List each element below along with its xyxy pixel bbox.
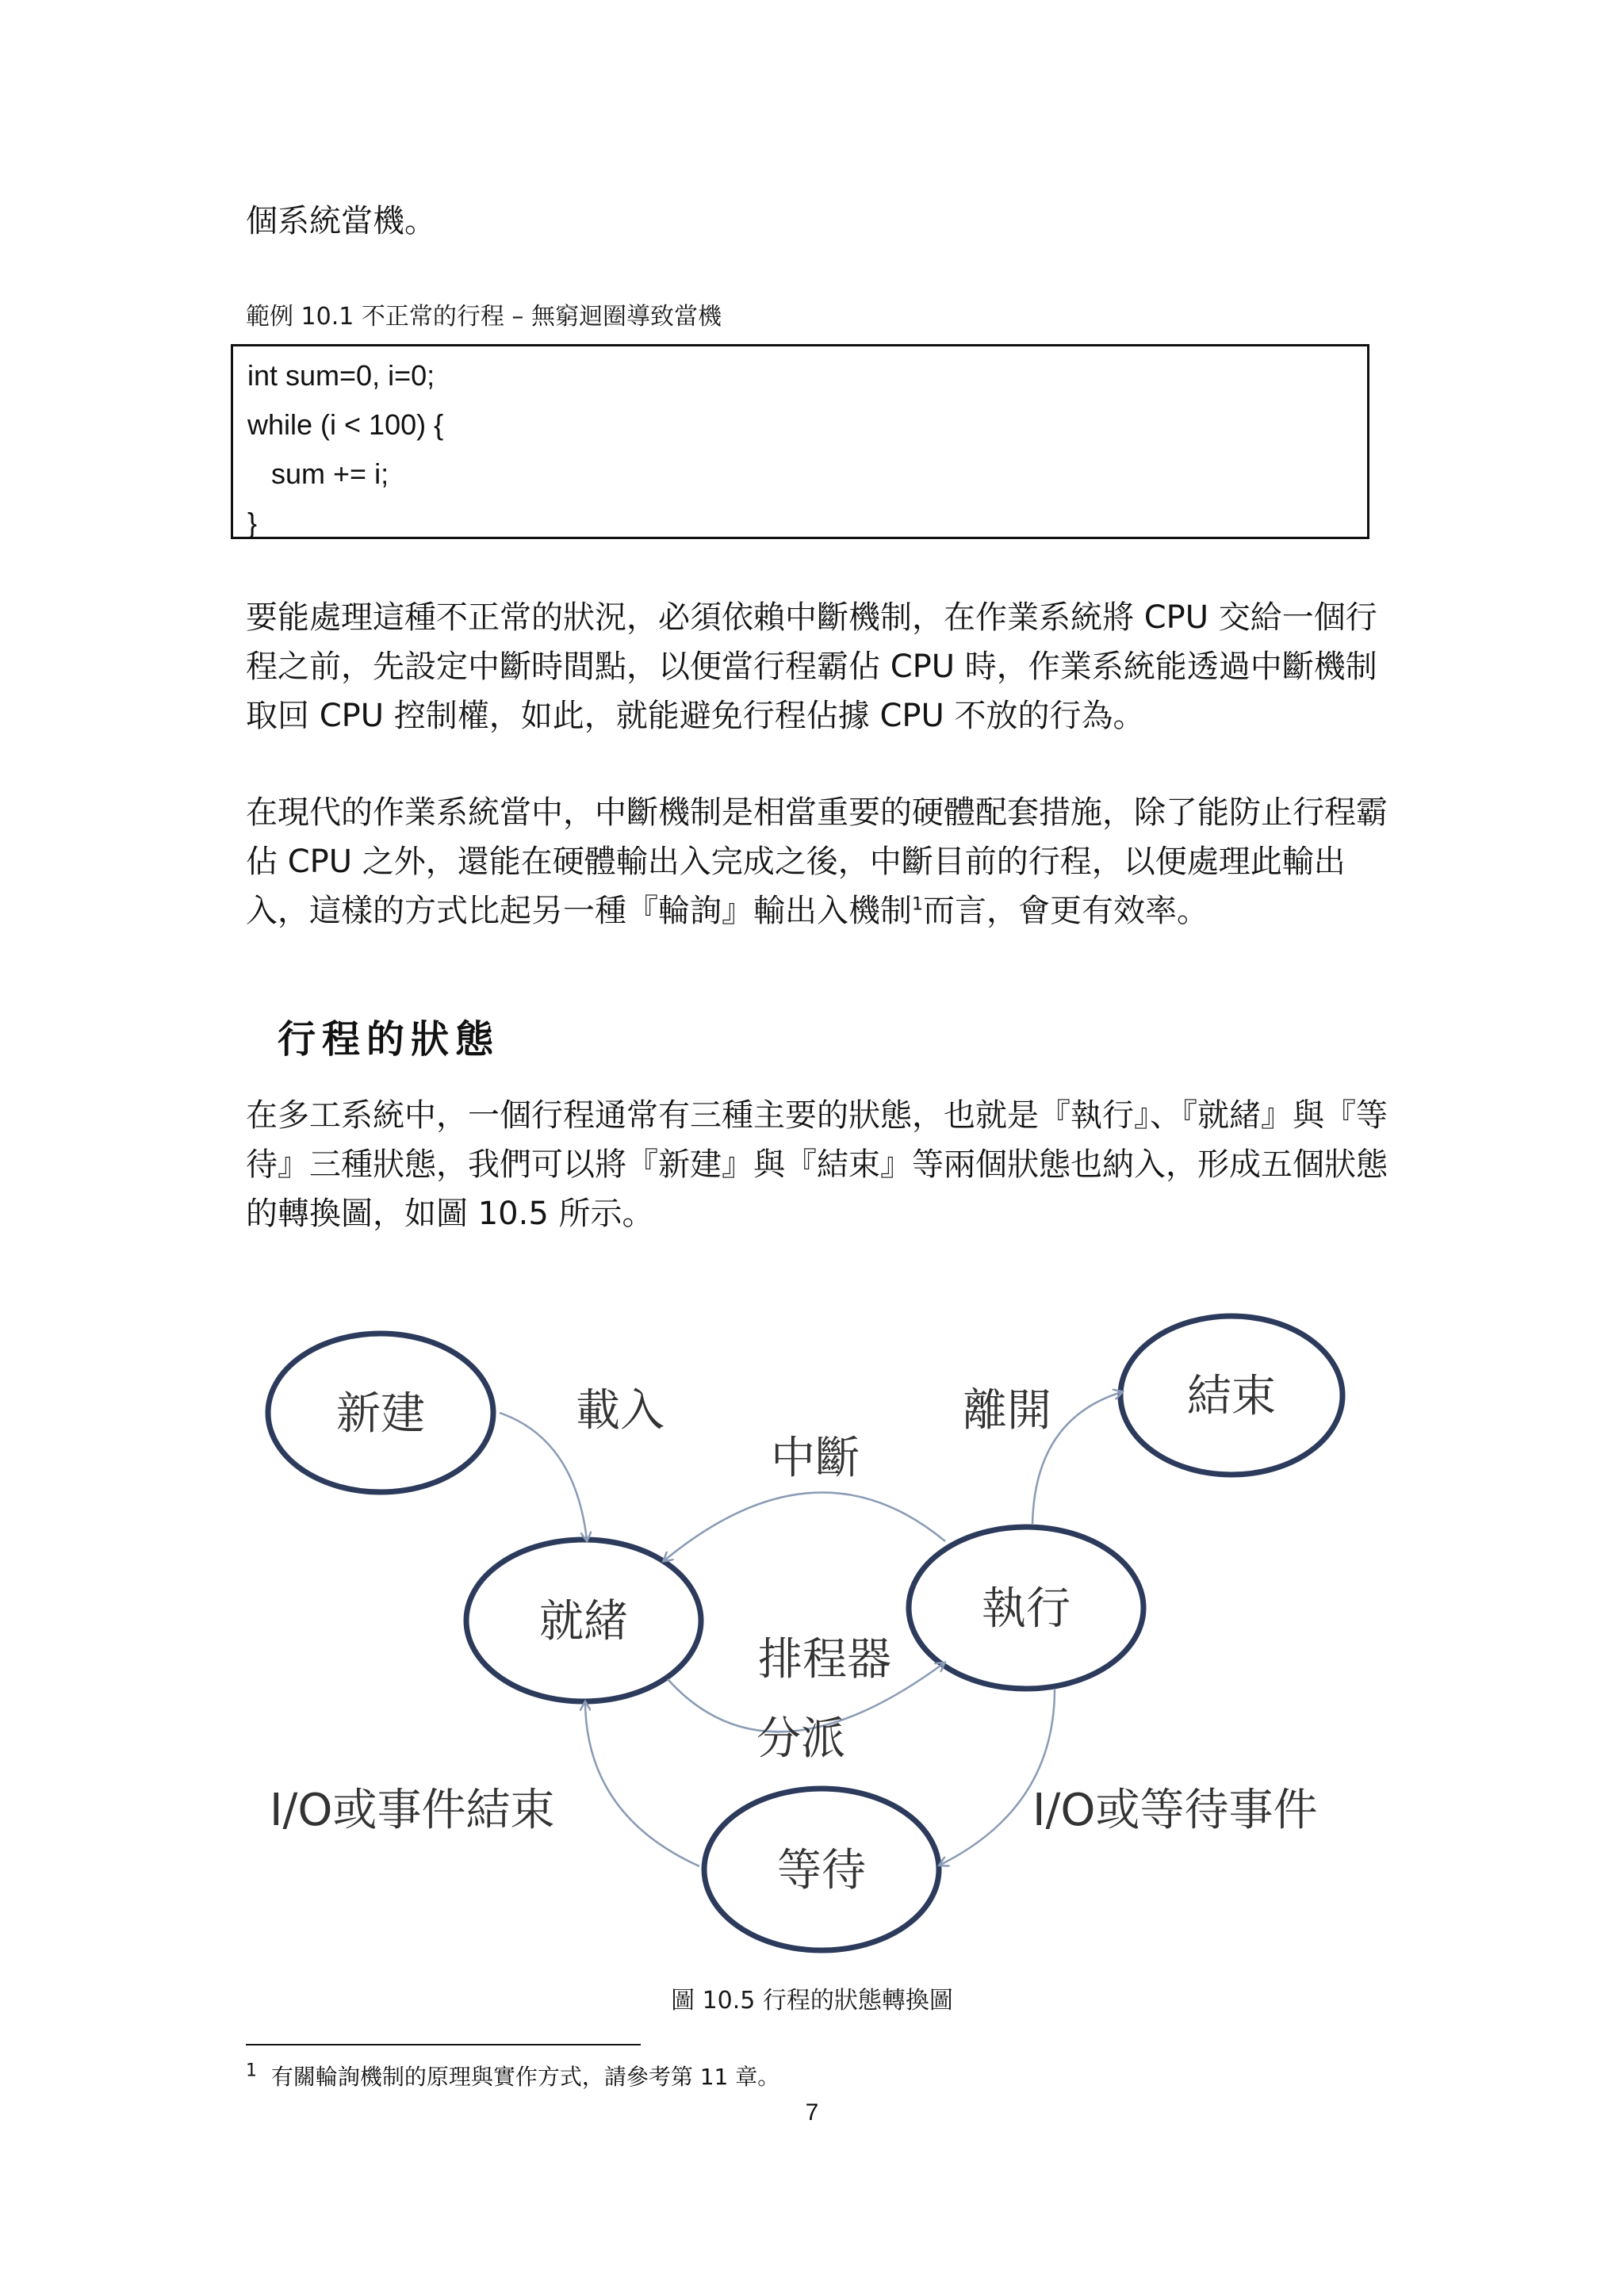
io-wait-label: I/O或等待事件	[1032, 1785, 1318, 1836]
interrupt-label: 中斷	[771, 1433, 860, 1484]
state-new-label: 新建	[336, 1388, 425, 1440]
footnote-divider	[246, 2044, 641, 2045]
state-waiting-label: 等待	[777, 1845, 866, 1896]
paragraph-interrupt-hardware	[246, 788, 1388, 936]
interrupt-arrow	[665, 1493, 945, 1560]
section-title: 行程的狀態	[278, 1017, 500, 1062]
io-complete-arrow	[585, 1703, 699, 1866]
code-line: sum += i;	[247, 457, 389, 490]
code-line: }	[247, 507, 258, 539]
figure-caption: 圖 10.5 行程的狀態轉換圖	[671, 1987, 953, 2015]
footnote	[246, 2061, 779, 2093]
state-terminated-label: 結束	[1187, 1371, 1276, 1422]
admit-label: 載入	[576, 1385, 665, 1437]
state-transition-diagram	[262, 1300, 1364, 1974]
paragraph-process-states: 在多工系統中，一個行程通常有三種主要的狀態，也就是『執行』、『就緒』與『等待』三種狀態，我們可以將『新建』與『結束』等兩個狀態也納入，形成五個狀態的轉換圖，如圖 10.5 所示。	[246, 1097, 1388, 1232]
continuation-text: 個系統當機。	[246, 203, 436, 239]
example-caption: 範例 10.1 不正常的行程 – 無窮迴圈導致當機	[246, 303, 722, 331]
code-line: int sum=0, i=0;	[247, 359, 435, 392]
code-line: while (i < 100) {	[247, 408, 444, 441]
code-block	[231, 344, 1369, 539]
paragraph-interrupt: 要能處理這種不正常的狀況，必須依賴中斷機制，在作業系統將 CPU 交給一個行程之前，先設定中斷時間點，以便當行程霸佔 CPU 時，作業系統能透過中斷機制取回 CPU 控制權，如此，就能避免行程佔據 CPU 不放的行為。	[246, 599, 1377, 734]
exit-label: 離開	[963, 1385, 1051, 1437]
page-number: 7	[805, 2099, 819, 2126]
footnote-ref: 1	[912, 894, 923, 915]
paragraph-text: 在現代的作業系統當中，中斷機制是相當重要的硬體配套措施，除了能防止行程霸佔 CPU 之外，還能在硬體輸出入完成之後，中斷目前的行程，以便處理此輸出入，這樣的方式比起另一種『輪詢』輸出入機制	[246, 794, 1388, 929]
state-ready-label: 就緒	[539, 1596, 628, 1647]
paragraph-text-end: 而言，會更有效率。	[923, 893, 1208, 929]
footnote-number: 1	[246, 2061, 257, 2081]
footnote-text: 有關輪詢機制的原理與實作方式，請參考第 11 章。	[270, 2064, 780, 2090]
io-complete-label: I/O或事件結束	[270, 1785, 555, 1836]
state-running-label: 執行	[982, 1583, 1071, 1635]
dispatch-label: 分派	[756, 1713, 845, 1765]
admit-arrow	[500, 1413, 587, 1540]
io-wait-arrow	[940, 1689, 1055, 1865]
scheduler-label: 排程器	[758, 1634, 891, 1686]
